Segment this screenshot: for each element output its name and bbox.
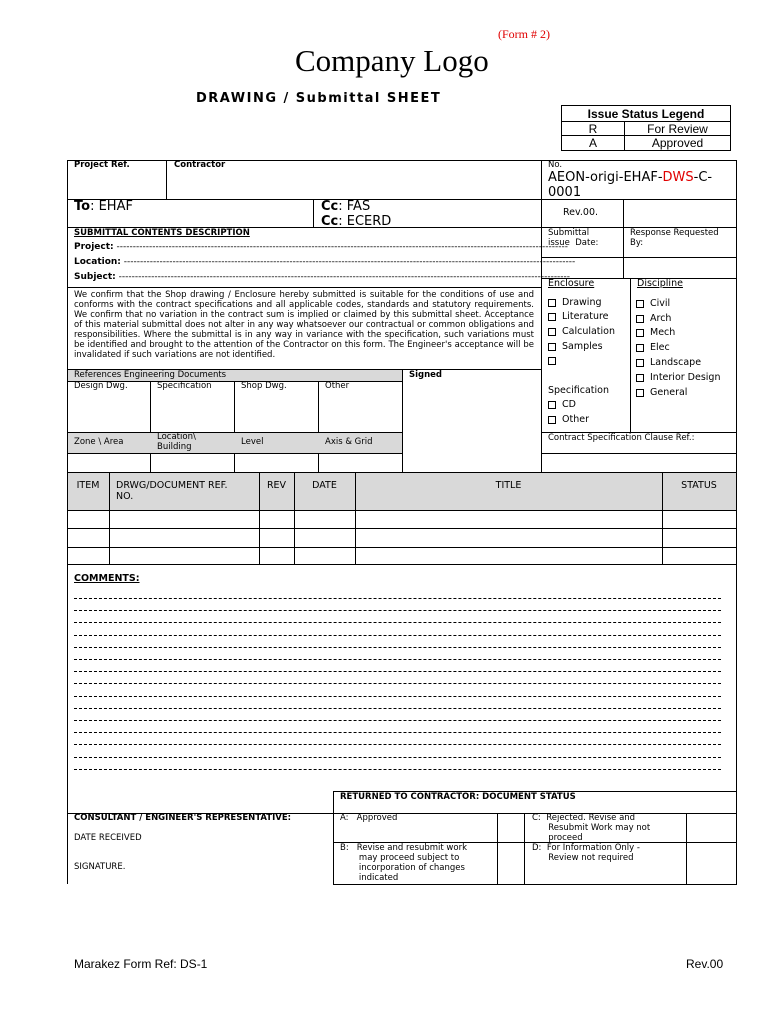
checkbox-icon <box>548 313 556 321</box>
form-number: (Form # 2) <box>498 27 550 41</box>
project-ref-label: Project Ref. <box>74 160 130 170</box>
status-b: B: Revise and resubmit work may proceed subject to incorporation of changes indicated <box>340 843 467 883</box>
checkbox-icon <box>548 416 556 424</box>
subject-line: Subject: ------------------------------------------------------------------------------------------------------------------------------------------- <box>74 272 571 282</box>
contract-spec-clause: Contract Specification Clause Ref.: <box>548 433 695 443</box>
sheet-title: DRAWING / Submittal SHEET <box>196 91 442 106</box>
enclosure-literature[interactable]: Literature <box>548 311 609 322</box>
date-received: DATE RECEIVED <box>74 833 142 843</box>
legend-label: Approved <box>651 136 704 150</box>
status-a: A: Approved <box>340 813 398 823</box>
comment-line[interactable] <box>74 635 721 636</box>
enclosure-calculation[interactable]: Calculation <box>548 326 615 337</box>
document-number: AEON-origi-EHAF-DWS-C- 0001 <box>548 170 713 200</box>
checkbox-icon <box>636 374 644 382</box>
enclosure-heading: Enclosure <box>548 278 595 289</box>
confirmation-text: We confirm that the Shop drawing / Enclosure hereby submitted is suitable for the conditions of use and conforms with the contract specifications and all applicable codes, standards and statutory requirements. We confirm that no variation in the contract sum is implied or claimed by this submittal sheet. Acceptance of this material submittal does not alter in any way whatsoever our contractual or common obligations and responsibilities. Where the submittal is in any way in variance with the specification, such variations must be identified and brought to the attention of the Contractor on this form. The Engineer's acceptance will be invalidated if such variations are not identified. <box>74 290 534 360</box>
response-requested: Response Requested By: <box>630 228 719 248</box>
ref-col-specification: Specification <box>157 381 212 391</box>
legend-code: A <box>588 136 597 150</box>
legend-label: For Review <box>647 122 708 136</box>
footer-form-ref: Marakez Form Ref: DS-1 <box>74 957 208 971</box>
submittal-issue-date: Submittal issue Date: <box>548 228 599 248</box>
specification-cd[interactable]: CD <box>548 399 576 410</box>
to-field: To: EHAF <box>74 199 133 214</box>
no-label: No. <box>548 160 563 170</box>
submittal-description-heading: SUBMITTAL CONTENTS DESCRIPTION <box>74 228 250 238</box>
comment-line[interactable] <box>74 598 721 599</box>
status-d: D: For Information Only - Review not required <box>532 843 640 863</box>
comment-line[interactable] <box>74 696 721 697</box>
checkbox-icon <box>548 299 556 307</box>
footer-rev: Rev.00 <box>686 957 724 971</box>
issue-status-legend <box>561 105 731 151</box>
enclosure-samples[interactable]: Samples <box>548 341 603 352</box>
comment-line[interactable] <box>74 622 721 623</box>
checkbox-icon <box>636 344 644 352</box>
checkbox-icon <box>636 300 644 308</box>
form-right-border <box>736 160 737 884</box>
comment-line[interactable] <box>74 683 721 684</box>
comment-line[interactable] <box>74 720 721 721</box>
legend-title: Issue Status Legend <box>587 107 705 121</box>
col-rev: REV <box>266 480 287 491</box>
ref-col-design-dwg: Design Dwg. <box>74 381 128 391</box>
col-date: DATE <box>312 480 337 491</box>
rev-value: Rev.00. <box>563 207 599 218</box>
loc-col-building: Location\ Building <box>157 432 196 452</box>
checkbox-icon <box>636 329 644 337</box>
discipline-interior-design[interactable]: Interior Design <box>636 372 720 383</box>
discipline-general[interactable]: General <box>636 387 687 398</box>
checkbox-icon <box>548 343 556 351</box>
comment-line[interactable] <box>74 647 721 648</box>
comment-line[interactable] <box>74 769 721 770</box>
company-logo: Company Logo <box>295 43 489 78</box>
discipline-mech[interactable]: Mech <box>636 327 675 338</box>
location-line: Location: ------------------------------------------------------------------------------------------------------------------------------------------- <box>74 257 576 267</box>
project-line: Project: ------------------------------------------------------------------------------------------------------------------------------------------- <box>74 242 568 252</box>
comment-line[interactable] <box>74 757 721 758</box>
checkbox-icon <box>636 389 644 397</box>
loc-col-zone: Zone \ Area <box>74 437 124 447</box>
col-title: TITLE <box>495 480 522 491</box>
references-heading: References Engineering Documents <box>74 370 227 380</box>
legend-code: R <box>588 122 598 136</box>
discipline-elec[interactable]: Elec <box>636 342 670 353</box>
signed-label: Signed <box>409 370 443 380</box>
loc-col-level: Level <box>241 437 264 447</box>
specification-other[interactable]: Other <box>548 414 589 425</box>
comments-heading: COMMENTS: <box>74 573 140 584</box>
form-top-border <box>67 160 737 161</box>
col-drwg-ref: DRWG/DOCUMENT REF. NO. <box>116 480 228 502</box>
comment-line[interactable] <box>74 610 721 611</box>
discipline-heading: Discipline <box>637 278 683 289</box>
col-status: STATUS <box>681 480 717 491</box>
discipline-landscape[interactable]: Landscape <box>636 357 701 368</box>
loc-col-axis-grid: Axis & Grid <box>325 437 373 447</box>
discipline-civil[interactable]: Civil <box>636 298 670 309</box>
col-item: ITEM <box>76 480 100 491</box>
comment-line[interactable] <box>74 671 721 672</box>
comment-line[interactable] <box>74 732 721 733</box>
form-left-border <box>67 160 68 884</box>
returned-heading: RETURNED TO CONTRACTOR: DOCUMENT STATUS <box>340 792 576 802</box>
checkbox-icon <box>548 357 556 365</box>
contractor-label: Contractor <box>174 160 226 170</box>
enclosure-drawing[interactable]: Drawing <box>548 297 602 308</box>
consultant-heading: CONSULTANT / ENGINEER'S REPRESENTATIVE: <box>74 813 292 823</box>
checkbox-icon <box>548 401 556 409</box>
discipline-arch[interactable]: Arch <box>636 313 671 324</box>
ref-col-other: Other <box>325 381 350 391</box>
comment-line[interactable] <box>74 744 721 745</box>
signature: SIGNATURE. <box>74 862 126 872</box>
ref-col-shop-dwg: Shop Dwg. <box>241 381 287 391</box>
checkbox-icon <box>636 315 644 323</box>
cc-field: Cc: FAS Cc: ECERD <box>321 199 392 229</box>
status-c: C: Rejected. Revise and Resubmit Work may not proceed <box>532 813 651 843</box>
comment-line[interactable] <box>74 659 721 660</box>
enclosure-blank[interactable] <box>548 355 562 366</box>
checkbox-icon <box>636 359 644 367</box>
specification-heading: Specification <box>548 385 609 396</box>
comment-line[interactable] <box>74 708 721 709</box>
checkbox-icon <box>548 328 556 336</box>
